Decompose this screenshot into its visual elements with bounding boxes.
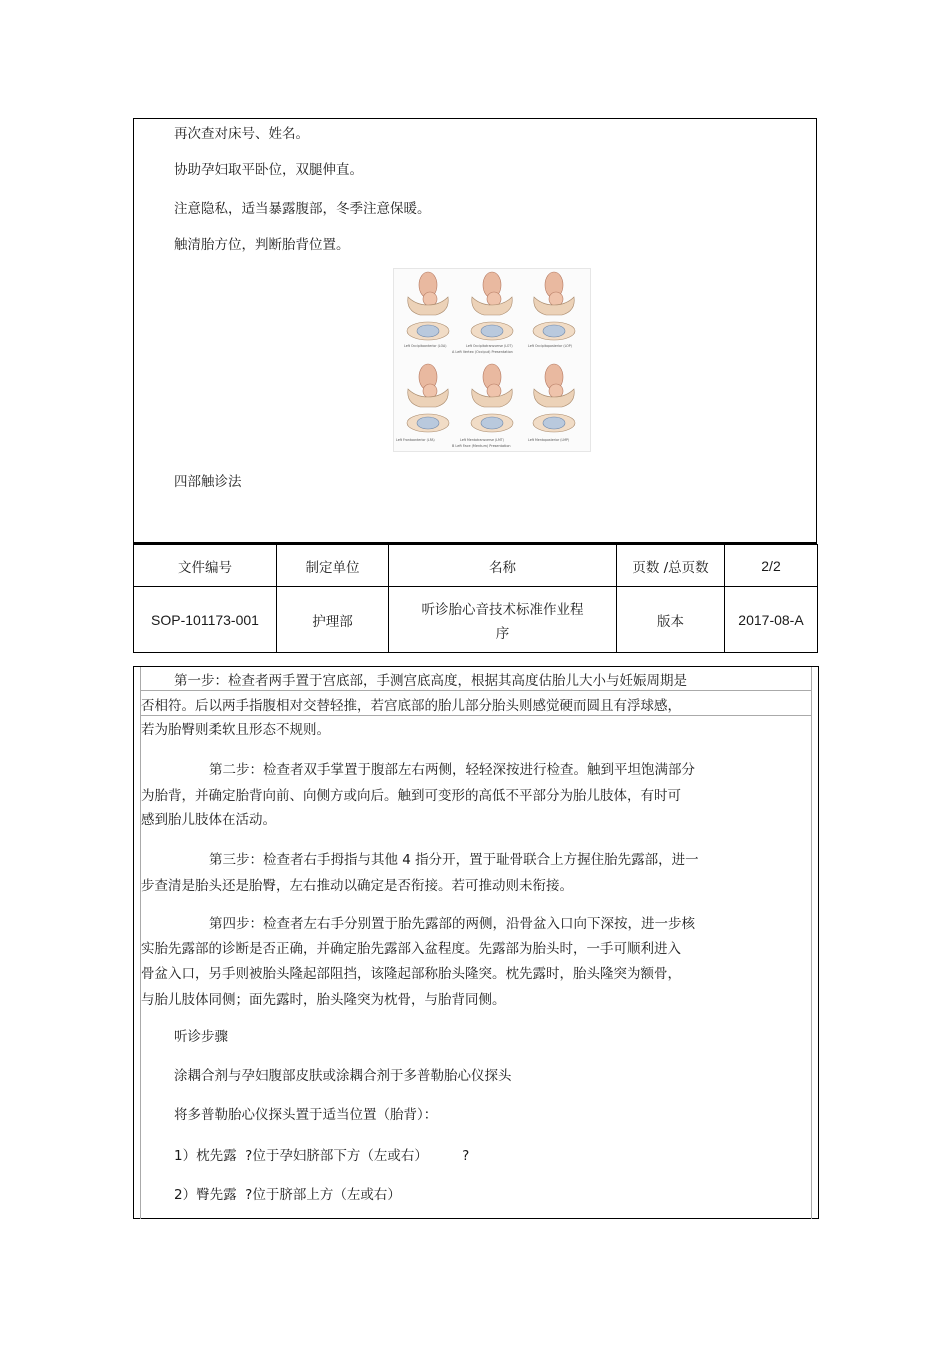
figure-row-face xyxy=(407,364,575,432)
fetal-position-figure xyxy=(393,268,591,452)
text-line: 涂耦合剂与孕妇腹部皮肤或涂耦合剂于多普勒胎心仪探头 xyxy=(174,1068,512,1084)
document-info-table xyxy=(133,544,818,653)
figure-caption: Left Frontoanterior (LFA) xyxy=(396,438,435,442)
header-version: 版本 xyxy=(617,587,725,653)
doc-number: SOP-101173-001 xyxy=(134,587,277,653)
step1-line: 否相符。后以两手指腹相对交替轻推，若宫底部的胎儿部分胎头则感觉硬而圆且有浮球感， xyxy=(141,698,681,714)
dept: 护理部 xyxy=(277,587,389,653)
figure-caption: Left Mentoposterior (LMP) xyxy=(528,438,570,442)
step4-line: 实胎先露部的诊断是否正确，并确定胎先露部入盆程度。先露部为胎头时，一手可顺利进入 xyxy=(141,941,681,957)
step4-line: 骨盆入口，另手则被胎头隆起部阻挡，该隆起部称胎头隆突。枕先露时，胎头隆突为额骨， xyxy=(141,966,681,982)
text-line: 注意隐私，适当暴露腹部，冬季注意保暖。 xyxy=(174,201,431,217)
section-heading: 听诊步骤 xyxy=(174,1029,228,1045)
figure-caption: Left Occipitoposterior (LOP) xyxy=(528,344,572,348)
figure-title: A Left Vertex (Occiput) Presentation xyxy=(452,350,513,354)
procedure-box-bottom xyxy=(133,666,819,1219)
list-item: 2）臀先露 ?位于脐部上方（左或右） xyxy=(174,1187,401,1203)
doc-title-line: 序 xyxy=(495,625,510,642)
figure-row-vertex xyxy=(407,272,575,340)
text-line: 将多普勒胎心仪探头置于适当位置（胎背）： xyxy=(174,1107,438,1123)
page-count: 2/2 xyxy=(725,545,818,587)
doc-title-line: 听诊胎心音技术标准作业程 xyxy=(421,601,584,618)
section-heading: 四部触诊法 xyxy=(174,474,242,490)
step2-line: 为胎背，并确定胎背向前、向侧方或向后。触到可变形的高低不平部分为胎儿肢体，有时可 xyxy=(141,788,681,804)
step2-line: 第二步：检查者双手掌置于腹部左右两侧，轻轻深按进行检查。触到平坦饱满部分 xyxy=(209,762,695,778)
text-line: 协助孕妇取平卧位，双腿伸直。 xyxy=(174,162,363,178)
figure-caption: Left Occipitoanterior (LOA) xyxy=(404,344,447,348)
step4-line: 第四步：检查者左右手分别置于胎先露部的两侧，沿骨盆入口向下深按，进一步核 xyxy=(209,916,695,932)
figure-caption: Left Occipitotransverse (LOT) xyxy=(466,344,513,348)
header-title: 名称 xyxy=(389,545,617,587)
text-line: 触清胎方位，判断胎背位置。 xyxy=(174,237,350,253)
figure-caption: Left Mentotransverse (LMT) xyxy=(460,438,504,442)
figure-title: B Left Face (Mentum) Presentation xyxy=(452,444,511,448)
procedure-box-top xyxy=(133,118,817,544)
header-doc-number: 文件编号 xyxy=(134,545,277,587)
step3-line: 第三步：检查者右手拇指与其他 4 指分开，置于耻骨联合上方握住胎先露部，进一 xyxy=(209,852,699,868)
step1-line: 若为胎臀则柔软且形态不规则。 xyxy=(141,722,330,738)
header-pages: 页数 /总页数 xyxy=(617,545,725,587)
table-row xyxy=(134,587,818,653)
step3-line: 步查清是胎头还是胎臀，左右推动以确定是否衔接。若可推动则未衔接。 xyxy=(141,878,573,894)
version: 2017-08-A xyxy=(725,587,818,653)
step4-line: 与胎儿肢体同侧；面先露时，胎头隆突为枕骨，与胎背同侧。 xyxy=(141,992,506,1008)
header-dept: 制定单位 xyxy=(277,545,389,587)
table-row xyxy=(134,545,818,587)
list-item: 1）枕先露 ?位于孕妇脐部下方（左或右） ? xyxy=(174,1148,470,1164)
fetal-position-illustration xyxy=(394,269,590,451)
text-line: 再次查对床号、姓名。 xyxy=(174,126,309,142)
step1-line: 第一步：检查者两手置于宫底部，手测宫底高度，根据其高度估胎儿大小与妊娠周期是 xyxy=(174,673,687,689)
doc-title xyxy=(389,587,617,653)
step2-line: 感到胎儿肢体在活动。 xyxy=(141,812,276,828)
